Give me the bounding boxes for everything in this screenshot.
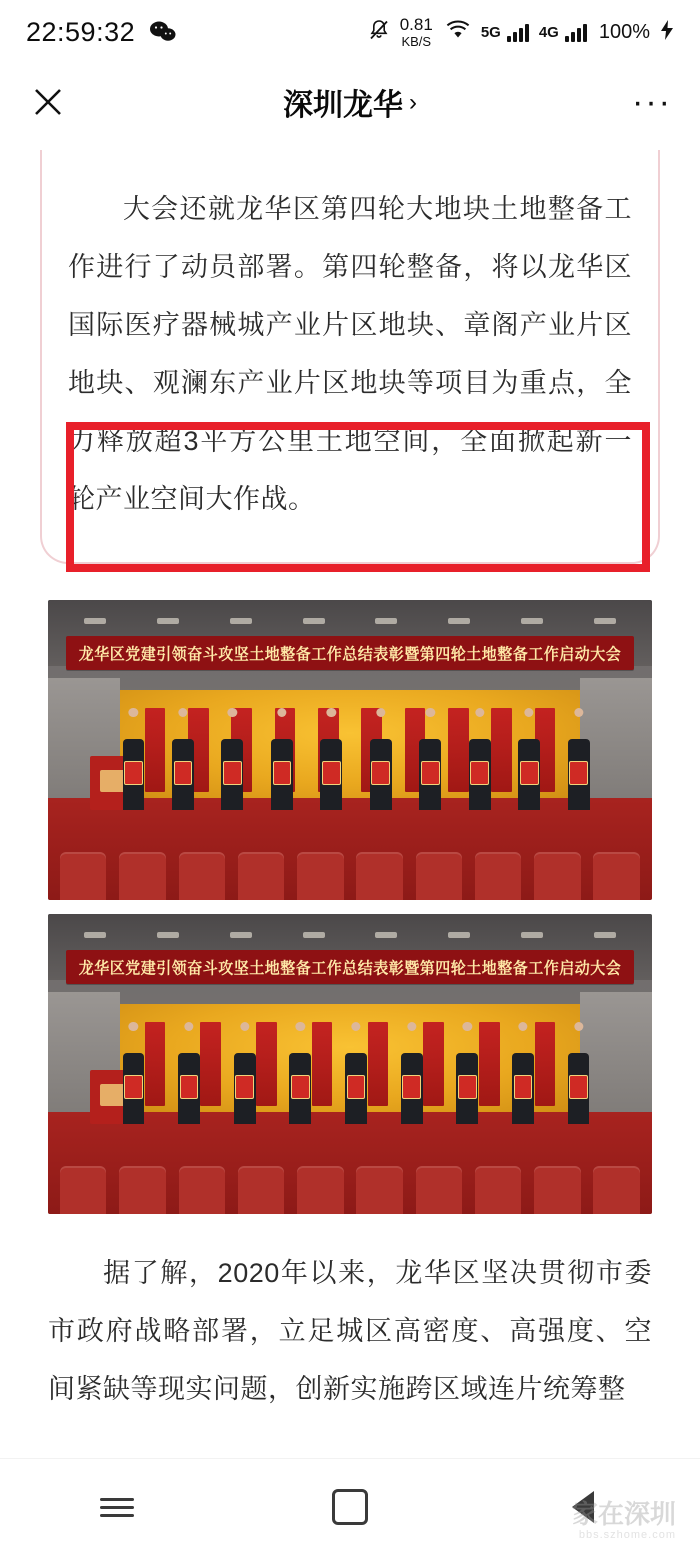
network-speed-unit: KB/S — [401, 34, 432, 49]
network-speed — [400, 16, 433, 48]
status-time: 22:59:32 — [26, 16, 136, 47]
conference-photo-2[interactable] — [48, 914, 652, 1214]
wechat-icon — [149, 20, 177, 44]
network-5g-label: 5G — [480, 23, 501, 41]
paragraph-2-text: 据了解，2020年以来，龙华区坚决贯彻市委市政府战略部署，立足城区高密度、高强度、空间紧缺等现实问题，创新实施跨区域连片统筹整 — [48, 1258, 652, 1404]
article-content — [0, 150, 700, 1418]
app-nav-bar — [0, 64, 700, 140]
watermark — [572, 1500, 676, 1541]
article-scroll-area[interactable] — [0, 140, 700, 1459]
more-horizontal-icon[interactable]: ··· — [632, 83, 672, 121]
photo-2-banner — [66, 950, 634, 984]
photo-1-banner — [66, 636, 634, 670]
network-4g-label: 4G — [538, 23, 559, 41]
article-paragraph-1 — [68, 180, 632, 528]
chevron-right-icon: › — [409, 89, 417, 116]
content-fade — [0, 1417, 700, 1459]
signal-bars-5g — [507, 22, 529, 42]
article-paragraph-2 — [48, 1244, 652, 1418]
conference-photo-1[interactable] — [48, 600, 652, 900]
home-square-icon[interactable] — [310, 1477, 390, 1537]
page-title-text: 深圳龙华 — [283, 89, 403, 122]
photo-1-banner-text: 龙华区党建引领奋斗攻坚土地整备工作总结表彰暨第四轮土地整备工作启动大会 — [78, 645, 622, 663]
system-navigation-bar — [0, 1458, 700, 1555]
page-title — [0, 80, 700, 124]
watermark-line-1: 家在深圳 — [571, 1499, 676, 1530]
wifi-icon — [445, 19, 471, 46]
status-icons — [368, 16, 674, 48]
bell-muted-icon — [368, 18, 390, 47]
article-card — [40, 150, 660, 564]
network-speed-value: 0.81 — [399, 15, 433, 34]
battery-percent: 100% — [598, 20, 650, 43]
menu-icon[interactable] — [77, 1477, 157, 1537]
paragraph-1-text: 大会还就龙华区第四轮大地块土地整备工作进行了动员部署。第四轮整备，将以龙华区国际医疗器械城产业片区地块、章阁产业片区地块、观澜东产业片区地块等项目为重点，全力释放超3平方公里土地空间，全面掀起新一轮产业空间大作战。 — [68, 194, 632, 514]
photo-2-banner-text: 龙华区党建引领奋斗攻坚土地整备工作总结表彰暨第四轮土地整备工作启动大会 — [78, 959, 622, 977]
signal-bars-4g — [565, 22, 587, 42]
status-bar — [0, 0, 700, 64]
article-photos — [48, 600, 652, 1214]
watermark-line-2: bbs.szhome.com — [578, 1528, 676, 1541]
lightning-icon — [660, 19, 674, 46]
close-icon[interactable] — [28, 82, 68, 122]
